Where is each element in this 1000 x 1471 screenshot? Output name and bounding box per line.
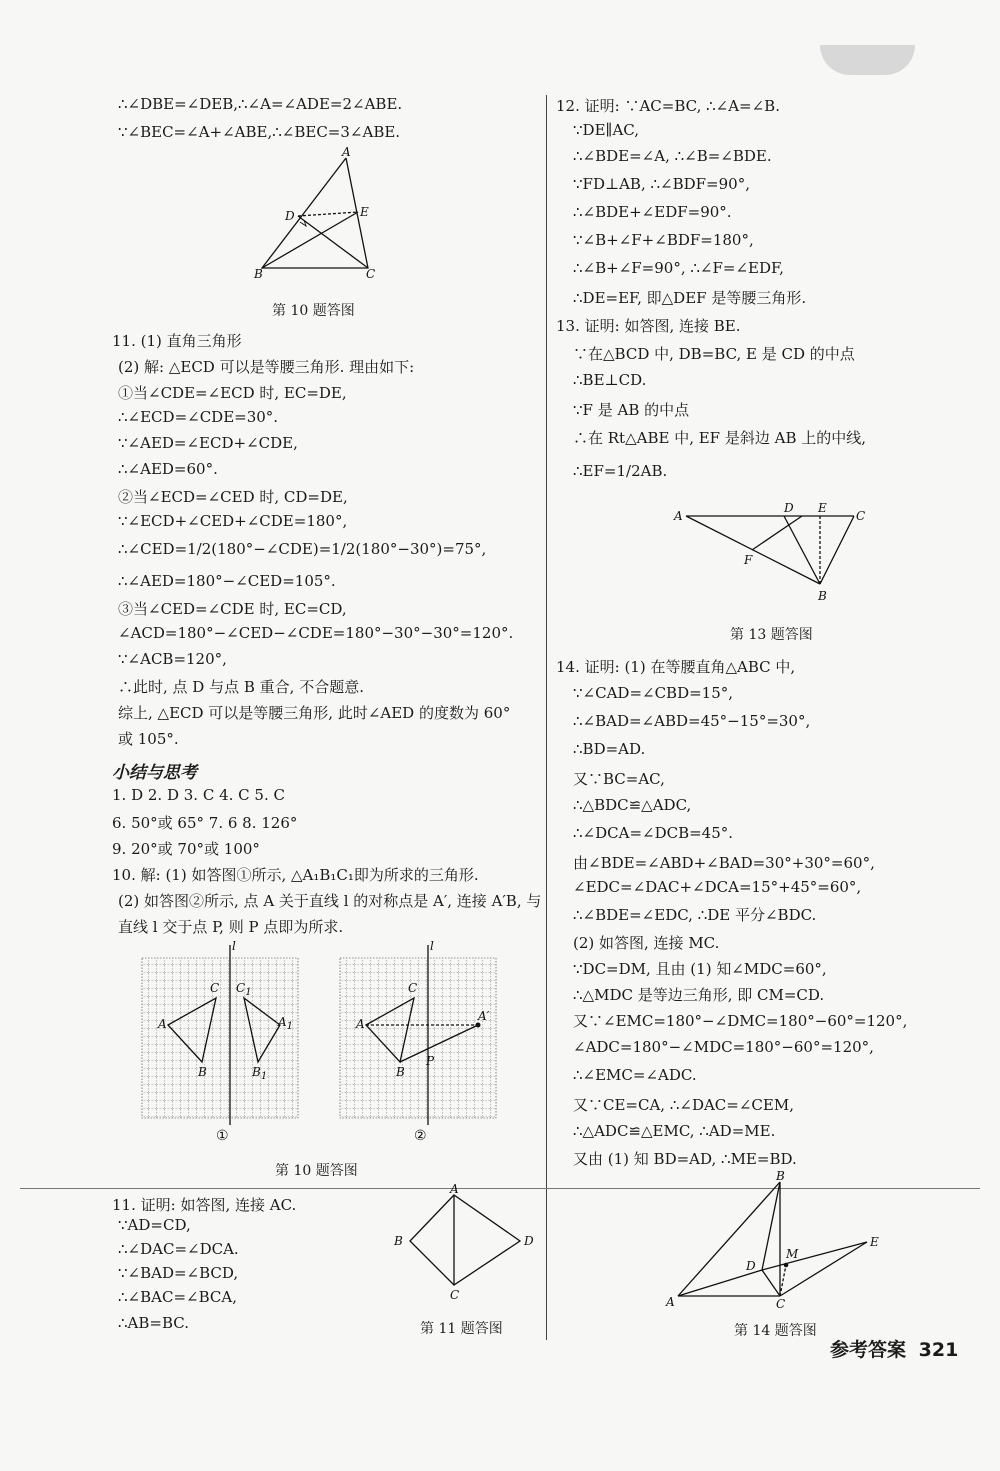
figure-11-quadrilateral <box>390 1182 540 1305</box>
svg-text:B: B <box>198 1065 207 1079</box>
text-line: 9. 20°或 70°或 100° <box>112 840 260 858</box>
text-line: 1. D 2. D 3. C 4. C 5. C <box>112 786 285 804</box>
svg-text:A′: A′ <box>478 1009 490 1023</box>
text-line: ∵∠ECD+∠CED+∠CDE=180°, <box>118 512 348 530</box>
svg-text:A1: $A_1$ <box>278 1015 294 1032</box>
text-line: ∴∠AED=60°. <box>118 460 218 478</box>
vertex-label: E <box>360 205 369 219</box>
text-line: ∵DC=DM, 且由 (1) 知∠MDC=60°, <box>573 960 827 978</box>
text-line: ∴△BDC≌△ADC, <box>573 796 692 814</box>
figure-caption: 第 11 题答图 <box>420 1321 503 1337</box>
vertex-label: A <box>666 1295 675 1309</box>
svg-text:C1: $C_1$ <box>236 981 252 998</box>
text-line: ∴∠BDE=∠A, ∴∠B=∠BDE. <box>573 147 772 165</box>
text-line: 12. 证明: ∵AC=BC, ∴∠A=∠B. <box>556 97 780 115</box>
panel-label: ① <box>216 1128 229 1144</box>
vertex-label: C <box>776 1297 786 1311</box>
text-line: ∠ADC=180°−∠MDC=180°−60°=120°, <box>573 1038 874 1056</box>
text-line: ∴∠B+∠F=90°, ∴∠F=∠EDF, <box>573 259 784 277</box>
svg-text:A: A <box>356 1017 365 1031</box>
text-line: ∴在 Rt△ABE 中, EF 是斜边 AB 上的中线, <box>573 429 867 447</box>
figure-10-triangle <box>250 145 390 285</box>
vertex-label: B <box>254 267 263 281</box>
text-line: (2) 如答图, 连接 MC. <box>573 934 720 952</box>
text-line: ∴∠DCA=∠DCB=45°. <box>573 824 734 842</box>
figure-caption: 第 13 题答图 <box>730 627 813 643</box>
vertex-label: E <box>870 1235 879 1249</box>
vertex-label: D <box>784 501 794 515</box>
figure-caption: 第 10 题答图 <box>275 1163 358 1179</box>
vertex-label: C <box>856 509 866 523</box>
page-number: 321 <box>918 1339 959 1361</box>
text-line: ∴BD=AD. <box>573 740 646 758</box>
figure-13-triangle <box>672 498 872 608</box>
text-line: 由∠BDE=∠ABD+∠BAD=30°+30°=60°, <box>573 854 875 872</box>
text-line: (2) 如答图②所示, 点 A 关于直线 l 的对称点是 A′, 连接 A′B, 与 <box>118 892 542 910</box>
vertex-label: F <box>744 553 753 567</box>
vertex-label: D <box>746 1259 756 1273</box>
text-line: 或 105°. <box>118 730 179 748</box>
text-line: 14. 证明: (1) 在等腰直角△ABC 中, <box>556 658 796 676</box>
svg-text:C: C <box>408 981 418 995</box>
text-line: ∴∠BDE+∠EDF=90°. <box>573 203 732 221</box>
text-line: ∵∠BAD=∠BCD, <box>118 1264 239 1282</box>
vertex-label: B <box>818 589 827 603</box>
text-line: 综上, △ECD 可以是等腰三角形, 此时∠AED 的度数为 60° <box>118 704 511 722</box>
svg-text:B: B <box>396 1065 405 1079</box>
vertex-label: M <box>786 1247 799 1261</box>
figure-10-grid-2 <box>338 940 508 1145</box>
text-line: ∵F 是 AB 的中点 <box>573 401 690 419</box>
vertex-label: D <box>524 1234 534 1248</box>
figure-14-triangle <box>662 1169 892 1312</box>
figure-10-grid-1 <box>140 940 310 1145</box>
section-heading: 小结与思考 <box>112 763 197 783</box>
text-line: ∵∠BEC=∠A+∠ABE,∴∠BEC=3∠ABE. <box>118 123 401 141</box>
vertex-label: B <box>394 1234 403 1248</box>
text-line: ∴∠BDE=∠EDC, ∴DE 平分∠BDC. <box>573 906 817 924</box>
text-line: 11. (1) 直角三角形 <box>112 332 242 350</box>
text-line: ∴∠DAC=∠DCA. <box>118 1240 239 1258</box>
text-line: ②当∠ECD=∠CED 时, CD=DE, <box>118 488 348 506</box>
svg-text:A: A <box>158 1017 167 1031</box>
text-line: 11. 证明: 如答图, 连接 AC. <box>112 1196 297 1214</box>
text-line: ∵∠ACB=120°, <box>118 650 227 668</box>
text-line: ∵AD=CD, <box>118 1216 191 1234</box>
text-line: ∵DE∥AC, <box>573 121 639 139</box>
text-line: ∴DE=EF, 即△DEF 是等腰三角形. <box>573 289 807 307</box>
text-line: ∠ACD=180°−∠CED−∠CDE=180°−30°−30°=120°. <box>118 624 514 642</box>
vertex-label: D <box>285 209 295 223</box>
vertex-label: E <box>818 501 827 515</box>
text-line: 10. 解: (1) 如答图①所示, △A₁B₁C₁即为所求的三角形. <box>112 866 479 884</box>
footer-section: 参考答案 <box>830 1339 907 1361</box>
text-line: ∴∠EMC=∠ADC. <box>573 1066 697 1084</box>
svg-text:B1: $B_1$ <box>252 1065 268 1082</box>
text-line: 又∵BC=AC, <box>573 770 665 788</box>
text-line: ∴AB=BC. <box>118 1314 189 1332</box>
text-line: ∴∠BAC=∠BCA, <box>118 1288 237 1306</box>
text-line: ∵∠CAD=∠CBD=15°, <box>573 684 734 702</box>
text-line: ∴∠ECD=∠CDE=30°. <box>118 408 279 426</box>
vertex-label: C <box>450 1288 460 1302</box>
vertex-label: B <box>776 1169 785 1183</box>
text-line: ∴BE⊥CD. <box>573 371 647 389</box>
svg-text:l: l <box>430 939 434 953</box>
column-divider <box>546 95 547 1340</box>
line-label: l <box>232 939 236 953</box>
text-line: ∵FD⊥AB, ∴∠BDF=90°, <box>573 175 750 193</box>
text-line: ∴△ADC≌△EMC, ∴AD=ME. <box>573 1122 776 1140</box>
panel-label: ② <box>414 1128 427 1144</box>
text-line: 又由 (1) 知 BD=AD, ∴ME=BD. <box>573 1150 797 1168</box>
svg-text:C: C <box>210 981 220 995</box>
text-line: ③当∠CED=∠CDE 时, EC=CD, <box>118 600 347 618</box>
text-line: ∵∠B+∠F+∠BDF=180°, <box>573 231 754 249</box>
text-line: ∵∠AED=∠ECD+∠CDE, <box>118 434 298 452</box>
text-line: 又∵CE=CA, ∴∠DAC=∠CEM, <box>573 1096 794 1114</box>
vertex-label: A <box>342 145 351 159</box>
figure-caption: 第 10 题答图 <box>272 303 355 319</box>
text-line: ∴此时, 点 D 与点 B 重合, 不合题意. <box>118 678 364 696</box>
text-line: (2) 解: △ECD 可以是等腰三角形. 理由如下: <box>118 358 415 376</box>
vertex-label: A <box>674 509 683 523</box>
text-line: ①当∠CDE=∠ECD 时, EC=DE, <box>118 384 347 402</box>
vertex-label: C <box>366 267 376 281</box>
text-line: ∴∠AED=180°−∠CED=105°. <box>118 572 336 590</box>
text-line: ∴△MDC 是等边三角形, 即 CM=CD. <box>573 986 825 1004</box>
text-line: ∴EF=1/2AB. <box>573 462 668 480</box>
text-line: 又∵∠EMC=180°−∠DMC=180°−60°=120°, <box>573 1012 908 1030</box>
text-line: ∴∠DBE=∠DEB,∴∠A=∠ADE=2∠ABE. <box>118 95 403 113</box>
svg-text:P: P <box>426 1054 435 1068</box>
page-footer <box>830 1335 958 1362</box>
text-line: 13. 证明: 如答图, 连接 BE. <box>556 317 741 335</box>
text-line: ∠EDC=∠DAC+∠DCA=15°+45°=60°, <box>573 878 862 896</box>
text-line: 6. 50°或 65° 7. 6 8. 126° <box>112 814 298 832</box>
text-line: ∵在△BCD 中, DB=BC, E 是 CD 的中点 <box>573 345 855 363</box>
figure-caption: 第 14 题答图 <box>734 1323 817 1339</box>
text-line: ∴∠CED=1/2(180°−∠CDE)=1/2(180°−30°)=75°, <box>118 540 487 558</box>
page-corner-tab <box>820 45 915 75</box>
vertex-label: A <box>450 1182 459 1196</box>
text-line: 直线 l 交于点 P, 则 P 点即为所求. <box>118 918 344 936</box>
text-line: ∴∠BAD=∠ABD=45°−15°=30°, <box>573 712 811 730</box>
